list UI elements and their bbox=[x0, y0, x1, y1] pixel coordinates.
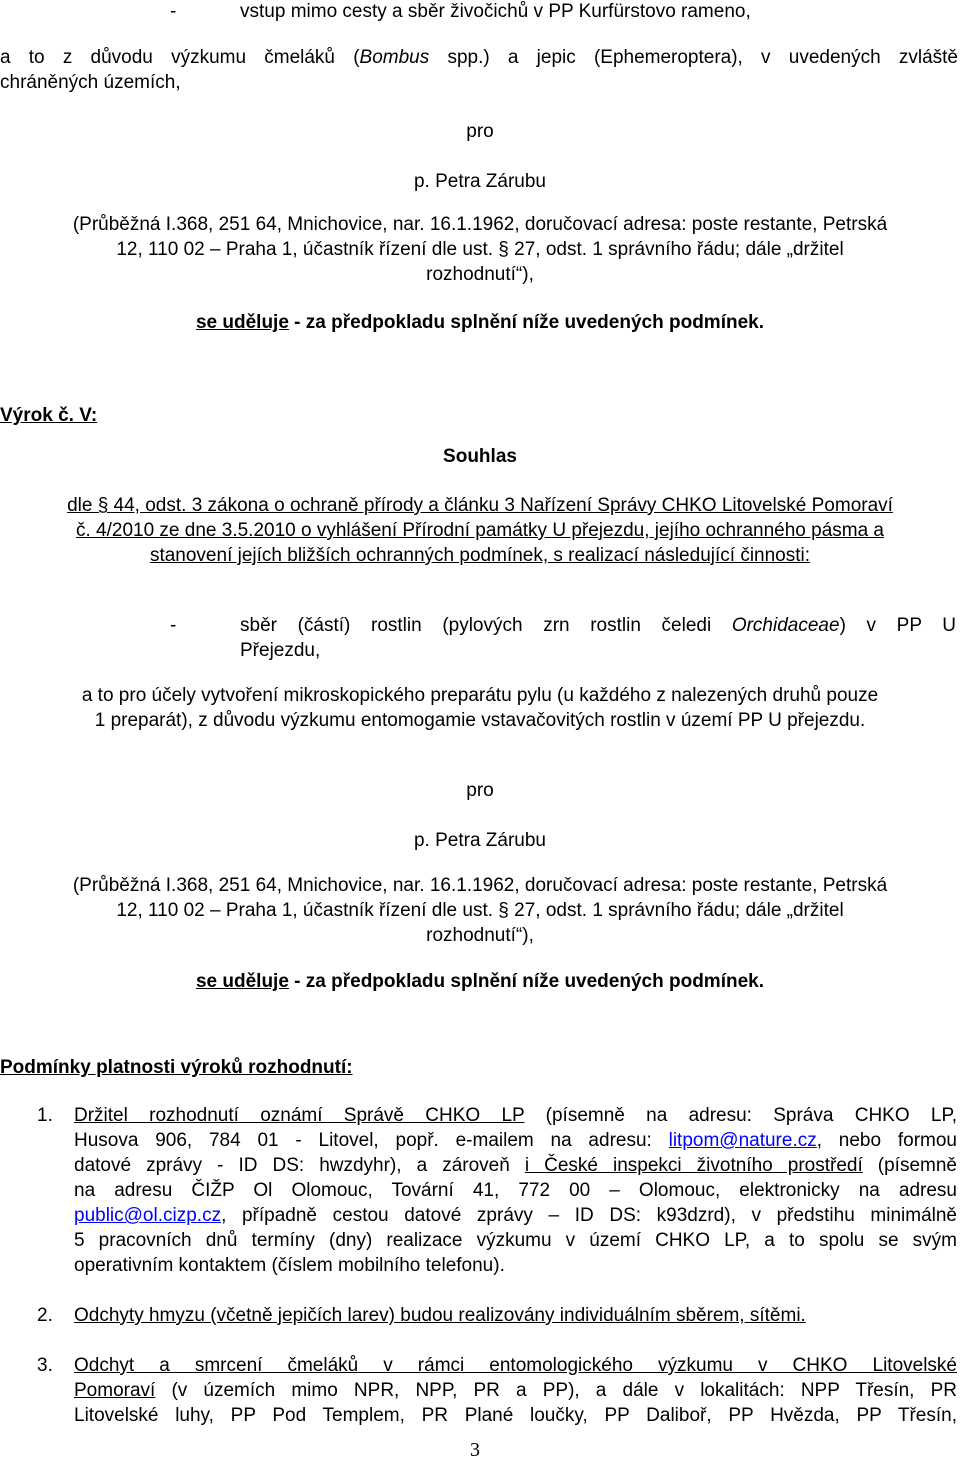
purpose-line: 1 preparát), z důvodu výzkumu entomogamie vstavačovitých rostlin v území PP U přejezdu. bbox=[94, 710, 866, 731]
purpose-text: spp.) a jepic (Ephemeroptera), v uvedených zvláště bbox=[429, 47, 958, 68]
condition-underlined: i České inspekci životního prostředí bbox=[524, 1155, 863, 1176]
purpose-line bbox=[0, 46, 958, 70]
recipient-address: 12, 110 02 – Praha 1, účastník řízení dle ust. § 27, odst. 1 správního řádu; dále „držitel bbox=[116, 239, 844, 260]
condition-underlined: Pomoraví bbox=[74, 1380, 156, 1401]
granted-text: - za předpokladu splnění níže uvedených podmínek. bbox=[288, 312, 764, 333]
granted-statement bbox=[0, 970, 960, 994]
email-link-cizp[interactable]: public@ol.cizp.cz bbox=[74, 1205, 222, 1226]
activity-italic: Orchidaceae bbox=[731, 615, 840, 636]
condition-line: 5 pracovních dnů termíny (dny) realizace výzkumu v území CHKO LP, a to spolu se svým bbox=[74, 1230, 957, 1251]
granted-text: - za předpokladu splnění níže uvedených podmínek. bbox=[288, 971, 764, 992]
recipient-address: rozhodnutí“), bbox=[426, 264, 534, 285]
recipient-address: (Průběžná I.368, 251 64, Mnichovice, nar. 16.1.1962, doručovací adresa: poste restante, Petrská bbox=[72, 875, 888, 896]
verdict-title: Souhlas bbox=[443, 446, 517, 467]
recipient-name: p. Petra Zárubu bbox=[413, 830, 547, 851]
condition-line: Litovelské luhy, PP Pod Templem, PR Plané loučky, PP Daliboř, PP Hvězda, PP Třesín, bbox=[74, 1405, 957, 1426]
recipient-address: 12, 110 02 – Praha 1, účastník řízení dle ust. § 27, odst. 1 správního řádu; dále „držitel bbox=[116, 900, 844, 921]
activity-text: sběr (částí) rostlin (pylových zrn rostlin čeledi bbox=[240, 615, 732, 636]
condition-text: , případně cestou datové zprávy – ID DS: k93dzrd), v předstihu minimálně bbox=[221, 1205, 957, 1226]
recipient-address: rozhodnutí“), bbox=[426, 925, 534, 946]
condition-line: Odchyty hmyzu (včetně jepičích larev) budou realizovány individuálním sběrem, sítěmi. bbox=[74, 1305, 806, 1326]
verdict-legal-line: dle § 44, odst. 3 zákona o ochraně přírody a článku 3 Nařízení Správy CHKO Litovelské Pomoraví bbox=[67, 495, 893, 516]
conditions-heading: Podmínky platnosti výroků rozhodnutí: bbox=[0, 1057, 353, 1078]
email-link-litpom[interactable]: litpom@nature.cz bbox=[668, 1130, 817, 1151]
condition-number: 3. bbox=[37, 1355, 53, 1376]
verdict-legal-line: č. 4/2010 ze dne 3.5.2010 o vyhlášení Přírodní památky U přejezdu, jejího ochranného pásma a bbox=[75, 520, 884, 541]
condition-line: Odchyt a smrcení čmeláků v rámci entomologického výzkumu v CHKO Litovelské bbox=[74, 1355, 957, 1376]
pro-label: pro bbox=[466, 780, 494, 801]
condition-number: 2. bbox=[37, 1305, 53, 1326]
condition-text: (v územích mimo NPR, NPP, PR a PP), a dále v lokalitách: NPP Třesín, PR bbox=[155, 1380, 957, 1401]
condition-underlined: Držitel rozhodnutí oznámí Správě CHKO LP bbox=[74, 1105, 525, 1126]
verdict-heading: Výrok č. V: bbox=[0, 405, 98, 426]
list-item-text: vstup mimo cesty a sběr živočichů v PP Kurfürstovo rameno, bbox=[240, 1, 751, 22]
condition-line bbox=[74, 1204, 957, 1228]
purpose-italic: Bombus bbox=[359, 47, 430, 68]
condition-line: operativním kontaktem (číslem mobilního telefonu). bbox=[74, 1255, 505, 1276]
granted-underlined: se uděluje bbox=[195, 312, 289, 333]
granted-statement bbox=[0, 311, 960, 335]
condition-number: 1. bbox=[37, 1105, 53, 1126]
list-dash: - bbox=[170, 615, 177, 636]
condition-line bbox=[74, 1104, 957, 1128]
condition-line bbox=[74, 1379, 957, 1403]
pro-label: pro bbox=[466, 121, 494, 142]
recipient-address: (Průběžná I.368, 251 64, Mnichovice, nar. 16.1.1962, doručovací adresa: poste restante, Petrská bbox=[72, 214, 888, 235]
condition-text: datové zprávy - ID DS: hwzdyhr), a zároveň bbox=[74, 1155, 525, 1176]
condition-text: , nebo formou bbox=[816, 1130, 957, 1151]
verdict-legal-line: stanovení jejích bližších ochranných podmínek, s realizací následující činnosti: bbox=[149, 545, 811, 566]
condition-text: (písemně na adresu: Správa CHKO LP, bbox=[524, 1105, 957, 1126]
page-number: 3 bbox=[470, 1439, 480, 1461]
condition-text: Husova 906, 784 01 - Litovel, popř. e-mailem na adresu: bbox=[74, 1130, 669, 1151]
condition-line: na adresu ČIŽP Ol Olomouc, Tovární 41, 772 00 – Olomouc, elektronicky na adresu bbox=[74, 1180, 957, 1201]
condition-line bbox=[74, 1154, 957, 1178]
activity-line bbox=[240, 614, 956, 638]
list-dash: - bbox=[170, 1, 177, 22]
purpose-text: a to z důvodu výzkumu čmeláků ( bbox=[0, 47, 360, 68]
condition-text: (písemně bbox=[862, 1155, 957, 1176]
activity-line: Přejezdu, bbox=[240, 640, 321, 661]
recipient-name: p. Petra Zárubu bbox=[413, 171, 547, 192]
granted-underlined: se uděluje bbox=[195, 971, 289, 992]
purpose-line: chráněných územích, bbox=[0, 72, 181, 93]
condition-line bbox=[74, 1129, 957, 1153]
activity-text: ) v PP U bbox=[839, 615, 957, 636]
purpose-line: a to pro účely vytvoření mikroskopického preparátu pylu (u každého z nalezených druhů pouze bbox=[81, 685, 879, 706]
